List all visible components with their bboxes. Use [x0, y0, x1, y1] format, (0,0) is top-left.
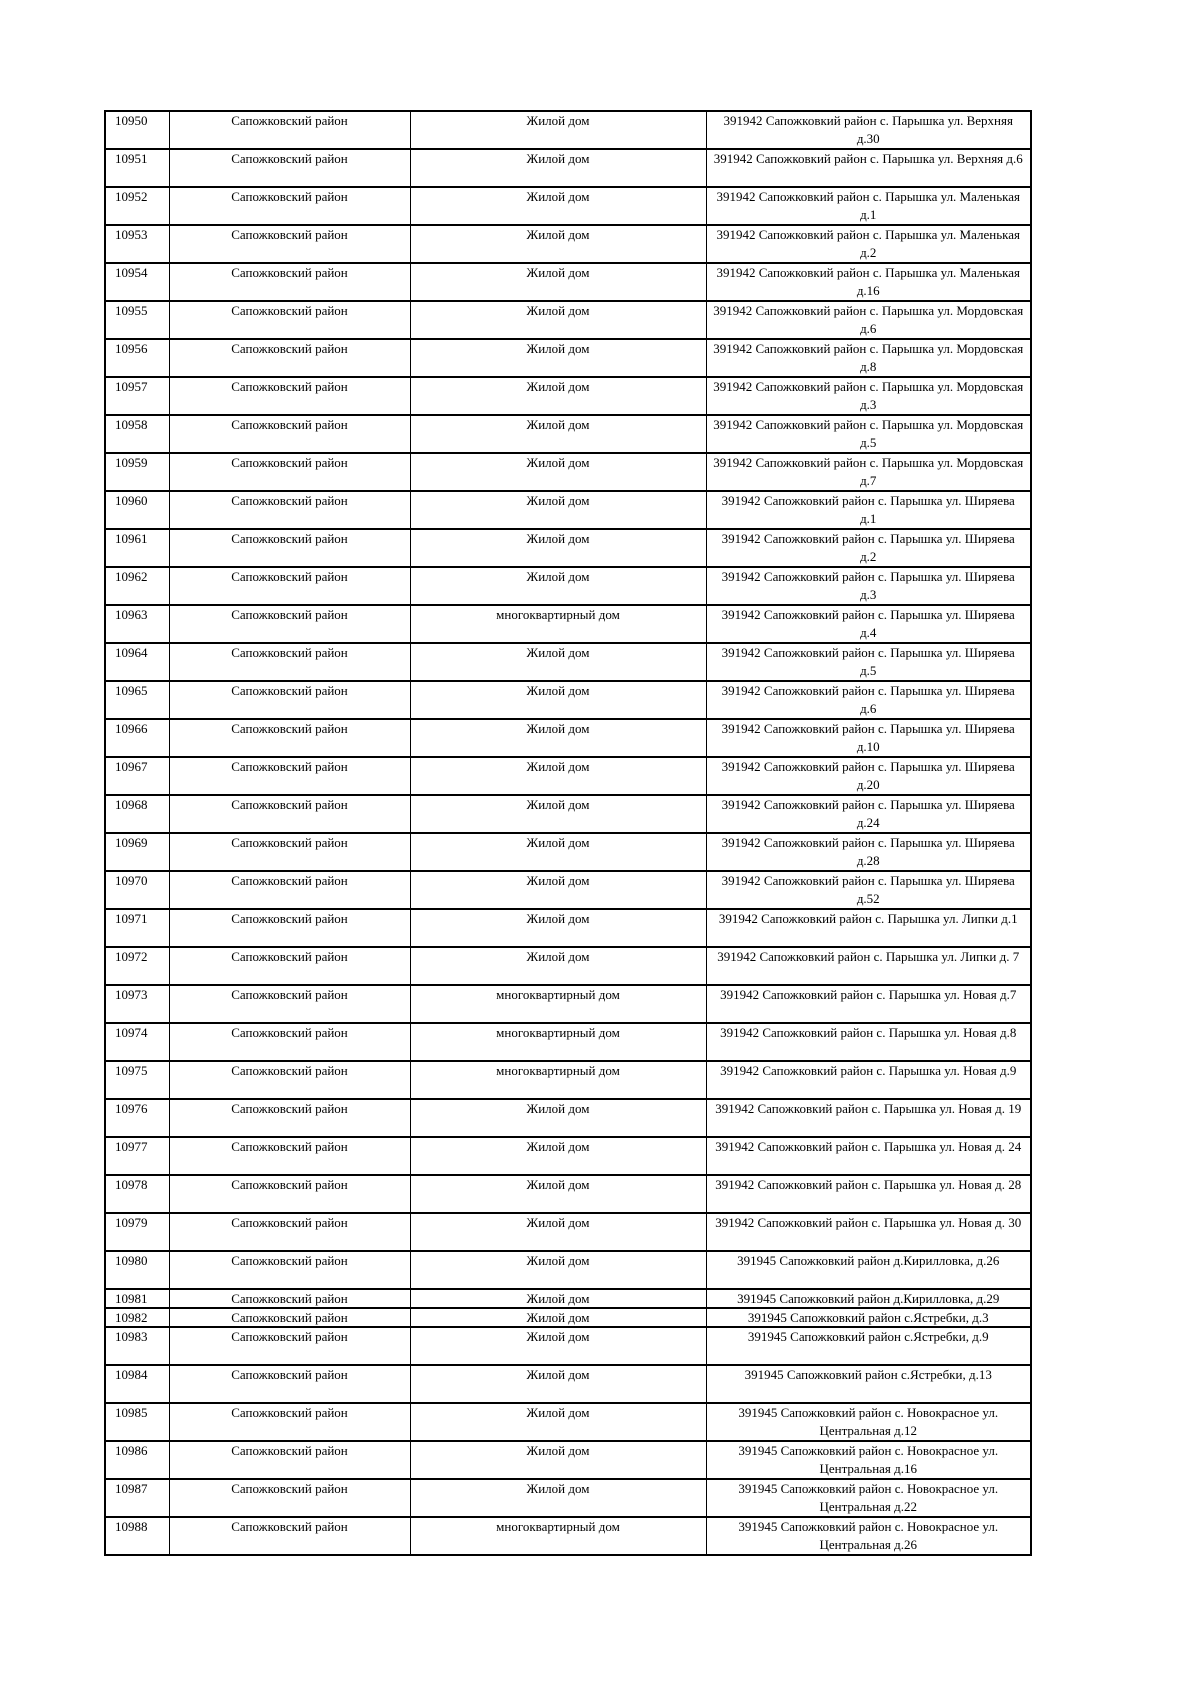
row-id-cell: 10951 — [105, 149, 169, 187]
address-cell: 391942 Сапожковкий район с. Парышка ул. Новая д. 19 — [706, 1099, 1031, 1137]
table-row — [105, 719, 1031, 757]
table-row — [105, 491, 1031, 529]
address-cell: 391945 Сапожковкий район с. Новокрасное ул. Центральная д.12 — [706, 1403, 1031, 1441]
building-type-cell: Жилой дом — [410, 1137, 706, 1175]
address-cell: 391942 Сапожковкий район с. Парышка ул. Новая д.9 — [706, 1061, 1031, 1099]
registry-table-container — [104, 110, 1030, 1556]
row-id-cell: 10979 — [105, 1213, 169, 1251]
table-row — [105, 643, 1031, 681]
row-id-cell: 10984 — [105, 1365, 169, 1403]
row-id-cell: 10966 — [105, 719, 169, 757]
row-id-cell: 10959 — [105, 453, 169, 491]
address-cell: 391942 Сапожковкий район с. Парышка ул. Новая д. 28 — [706, 1175, 1031, 1213]
district-cell: Сапожковский район — [169, 947, 410, 985]
row-id-cell: 10988 — [105, 1517, 169, 1555]
address-cell: 391942 Сапожковкий район с. Парышка ул. Ширяева д.28 — [706, 833, 1031, 871]
row-id-cell: 10962 — [105, 567, 169, 605]
address-cell: 391942 Сапожковкий район с. Парышка ул. Ширяева д.5 — [706, 643, 1031, 681]
table-row — [105, 1061, 1031, 1099]
building-type-cell: Жилой дом — [410, 415, 706, 453]
district-cell: Сапожковский район — [169, 871, 410, 909]
row-id-cell: 10971 — [105, 909, 169, 947]
district-cell: Сапожковский район — [169, 1441, 410, 1479]
row-id-cell: 10981 — [105, 1289, 169, 1308]
table-row — [105, 339, 1031, 377]
row-id-cell: 10964 — [105, 643, 169, 681]
district-cell: Сапожковский район — [169, 263, 410, 301]
table-row — [105, 871, 1031, 909]
table-row — [105, 225, 1031, 263]
district-cell: Сапожковский район — [169, 985, 410, 1023]
district-cell: Сапожковский район — [169, 377, 410, 415]
row-id-cell: 10978 — [105, 1175, 169, 1213]
district-cell: Сапожковский район — [169, 111, 410, 149]
district-cell: Сапожковский район — [169, 1403, 410, 1441]
district-cell: Сапожковский район — [169, 1023, 410, 1061]
building-type-cell: Жилой дом — [410, 1327, 706, 1365]
district-cell: Сапожковский район — [169, 1175, 410, 1213]
district-cell: Сапожковский район — [169, 1327, 410, 1365]
address-cell: 391945 Сапожковкий район с.Ястребки, д.13 — [706, 1365, 1031, 1403]
address-cell: 391942 Сапожковкий район с. Парышка ул. Мордовская д.6 — [706, 301, 1031, 339]
table-row — [105, 1403, 1031, 1441]
row-id-cell: 10955 — [105, 301, 169, 339]
district-cell: Сапожковский район — [169, 529, 410, 567]
address-cell: 391942 Сапожковкий район с. Парышка ул. Мордовская д.5 — [706, 415, 1031, 453]
address-cell: 391942 Сапожковкий район с. Парышка ул. Новая д.8 — [706, 1023, 1031, 1061]
building-type-cell: Жилой дом — [410, 719, 706, 757]
building-type-cell: многоквартирный дом — [410, 1023, 706, 1061]
district-cell: Сапожковский район — [169, 339, 410, 377]
building-type-cell: Жилой дом — [410, 377, 706, 415]
table-row — [105, 187, 1031, 225]
building-type-cell: Жилой дом — [410, 301, 706, 339]
building-type-cell: Жилой дом — [410, 1099, 706, 1137]
row-id-cell: 10983 — [105, 1327, 169, 1365]
table-row — [105, 757, 1031, 795]
table-row — [105, 1023, 1031, 1061]
address-cell: 391942 Сапожковкий район с. Парышка ул. Ширяева д.52 — [706, 871, 1031, 909]
row-id-cell: 10986 — [105, 1441, 169, 1479]
district-cell: Сапожковский район — [169, 301, 410, 339]
table-row — [105, 1289, 1031, 1308]
building-type-cell: Жилой дом — [410, 1175, 706, 1213]
table-row — [105, 263, 1031, 301]
table-row — [105, 1213, 1031, 1251]
row-id-cell: 10965 — [105, 681, 169, 719]
row-id-cell: 10980 — [105, 1251, 169, 1289]
table-row — [105, 1175, 1031, 1213]
table-row — [105, 1137, 1031, 1175]
address-cell: 391942 Сапожковкий район с. Парышка ул. Ширяева д.10 — [706, 719, 1031, 757]
address-cell: 391942 Сапожковкий район с. Парышка ул. Маленькая д.2 — [706, 225, 1031, 263]
building-type-cell: Жилой дом — [410, 833, 706, 871]
row-id-cell: 10961 — [105, 529, 169, 567]
table-row — [105, 1251, 1031, 1289]
row-id-cell: 10954 — [105, 263, 169, 301]
address-cell: 391942 Сапожковкий район с. Парышка ул. Мордовская д.8 — [706, 339, 1031, 377]
table-row — [105, 111, 1031, 149]
district-cell: Сапожковский район — [169, 757, 410, 795]
address-cell: 391942 Сапожковкий район с. Парышка ул. Липки д.1 — [706, 909, 1031, 947]
district-cell: Сапожковский район — [169, 225, 410, 263]
building-type-cell: многоквартирный дом — [410, 1061, 706, 1099]
building-type-cell: Жилой дом — [410, 643, 706, 681]
row-id-cell: 10956 — [105, 339, 169, 377]
building-type-cell: Жилой дом — [410, 909, 706, 947]
address-cell: 391942 Сапожковкий район с. Парышка ул. Мордовская д.7 — [706, 453, 1031, 491]
table-row — [105, 1441, 1031, 1479]
district-cell: Сапожковский район — [169, 491, 410, 529]
district-cell: Сапожковский район — [169, 795, 410, 833]
building-type-cell: многоквартирный дом — [410, 985, 706, 1023]
district-cell: Сапожковский район — [169, 909, 410, 947]
address-cell: 391942 Сапожковкий район с. Парышка ул. Ширяева д.4 — [706, 605, 1031, 643]
table-row — [105, 795, 1031, 833]
row-id-cell: 10969 — [105, 833, 169, 871]
table-row — [105, 453, 1031, 491]
row-id-cell: 10982 — [105, 1308, 169, 1327]
building-type-cell: многоквартирный дом — [410, 1517, 706, 1555]
table-row — [105, 415, 1031, 453]
building-type-cell: Жилой дом — [410, 1479, 706, 1517]
address-cell: 391942 Сапожковкий район с. Парышка ул. Ширяева д.20 — [706, 757, 1031, 795]
building-type-cell: Жилой дом — [410, 339, 706, 377]
row-id-cell: 10958 — [105, 415, 169, 453]
building-type-cell: Жилой дом — [410, 263, 706, 301]
address-cell: 391942 Сапожковкий район с. Парышка ул. Ширяева д.1 — [706, 491, 1031, 529]
district-cell: Сапожковский район — [169, 187, 410, 225]
row-id-cell: 10976 — [105, 1099, 169, 1137]
row-id-cell: 10960 — [105, 491, 169, 529]
district-cell: Сапожковский район — [169, 1213, 410, 1251]
district-cell: Сапожковский район — [169, 1137, 410, 1175]
building-type-cell: Жилой дом — [410, 491, 706, 529]
building-type-cell: Жилой дом — [410, 1213, 706, 1251]
district-cell: Сапожковский район — [169, 1289, 410, 1308]
address-cell: 391945 Сапожковкий район с. Новокрасное ул. Центральная д.22 — [706, 1479, 1031, 1517]
district-cell: Сапожковский район — [169, 719, 410, 757]
address-cell: 391942 Сапожковкий район с. Парышка ул. Ширяева д.2 — [706, 529, 1031, 567]
building-type-cell: Жилой дом — [410, 111, 706, 149]
row-id-cell: 10967 — [105, 757, 169, 795]
district-cell: Сапожковский район — [169, 605, 410, 643]
address-cell: 391942 Сапожковкий район с. Парышка ул. Маленькая д.16 — [706, 263, 1031, 301]
row-id-cell: 10972 — [105, 947, 169, 985]
row-id-cell: 10957 — [105, 377, 169, 415]
address-cell: 391945 Сапожковкий район с.Ястребки, д.9 — [706, 1327, 1031, 1365]
building-type-cell: Жилой дом — [410, 947, 706, 985]
district-cell: Сапожковский район — [169, 149, 410, 187]
building-type-cell: Жилой дом — [410, 1403, 706, 1441]
district-cell: Сапожковский район — [169, 1479, 410, 1517]
building-type-cell: Жилой дом — [410, 1289, 706, 1308]
building-type-cell: Жилой дом — [410, 871, 706, 909]
row-id-cell: 10970 — [105, 871, 169, 909]
table-row — [105, 947, 1031, 985]
row-id-cell: 10985 — [105, 1403, 169, 1441]
district-cell: Сапожковский район — [169, 1099, 410, 1137]
building-type-cell: Жилой дом — [410, 529, 706, 567]
table-row — [105, 149, 1031, 187]
building-type-cell: Жилой дом — [410, 757, 706, 795]
table-row — [105, 985, 1031, 1023]
district-cell: Сапожковский район — [169, 681, 410, 719]
building-type-cell: Жилой дом — [410, 1251, 706, 1289]
district-cell: Сапожковский район — [169, 833, 410, 871]
address-cell: 391942 Сапожковкий район с. Парышка ул. Верхняя д.6 — [706, 149, 1031, 187]
district-cell: Сапожковский район — [169, 415, 410, 453]
table-row — [105, 909, 1031, 947]
address-cell: 391942 Сапожковкий район с. Парышка ул. Новая д. 24 — [706, 1137, 1031, 1175]
address-cell: 391942 Сапожковкий район с. Парышка ул. Липки д. 7 — [706, 947, 1031, 985]
registry-table — [104, 110, 1032, 1556]
building-type-cell: Жилой дом — [410, 681, 706, 719]
address-cell: 391942 Сапожковкий район с. Парышка ул. Ширяева д.6 — [706, 681, 1031, 719]
district-cell: Сапожковский район — [169, 643, 410, 681]
address-cell: 391942 Сапожковкий район с. Парышка ул. Верхняя д.30 — [706, 111, 1031, 149]
address-cell: 391942 Сапожковкий район с. Парышка ул. Ширяева д.24 — [706, 795, 1031, 833]
row-id-cell: 10987 — [105, 1479, 169, 1517]
table-row — [105, 1327, 1031, 1365]
table-row — [105, 681, 1031, 719]
table-row — [105, 1517, 1031, 1555]
row-id-cell: 10975 — [105, 1061, 169, 1099]
district-cell: Сапожковский район — [169, 1365, 410, 1403]
district-cell: Сапожковский район — [169, 1517, 410, 1555]
address-cell: 391942 Сапожковкий район с. Парышка ул. Ширяева д.3 — [706, 567, 1031, 605]
building-type-cell: Жилой дом — [410, 453, 706, 491]
table-row — [105, 1308, 1031, 1327]
table-row — [105, 529, 1031, 567]
building-type-cell: Жилой дом — [410, 149, 706, 187]
district-cell: Сапожковский район — [169, 453, 410, 491]
table-row — [105, 833, 1031, 871]
address-cell: 391942 Сапожковкий район с. Парышка ул. Новая д. 30 — [706, 1213, 1031, 1251]
building-type-cell: Жилой дом — [410, 1365, 706, 1403]
row-id-cell: 10974 — [105, 1023, 169, 1061]
district-cell: Сапожковский район — [169, 1308, 410, 1327]
row-id-cell: 10953 — [105, 225, 169, 263]
building-type-cell: Жилой дом — [410, 1308, 706, 1327]
address-cell: 391945 Сапожковкий район д.Кирилловка, д.26 — [706, 1251, 1031, 1289]
row-id-cell: 10968 — [105, 795, 169, 833]
table-row — [105, 567, 1031, 605]
row-id-cell: 10952 — [105, 187, 169, 225]
table-row — [105, 1365, 1031, 1403]
district-cell: Сапожковский район — [169, 1251, 410, 1289]
table-row — [105, 1479, 1031, 1517]
address-cell: 391945 Сапожковкий район с.Ястребки, д.3 — [706, 1308, 1031, 1327]
row-id-cell: 10977 — [105, 1137, 169, 1175]
row-id-cell: 10963 — [105, 605, 169, 643]
district-cell: Сапожковский район — [169, 1061, 410, 1099]
table-row — [105, 301, 1031, 339]
table-row — [105, 377, 1031, 415]
address-cell: 391945 Сапожковкий район с. Новокрасное ул. Центральная д.26 — [706, 1517, 1031, 1555]
district-cell: Сапожковский район — [169, 567, 410, 605]
address-cell: 391942 Сапожковкий район с. Парышка ул. Мордовская д.3 — [706, 377, 1031, 415]
building-type-cell: Жилой дом — [410, 1441, 706, 1479]
row-id-cell: 10973 — [105, 985, 169, 1023]
building-type-cell: Жилой дом — [410, 567, 706, 605]
table-row — [105, 1099, 1031, 1137]
building-type-cell: Жилой дом — [410, 187, 706, 225]
building-type-cell: Жилой дом — [410, 795, 706, 833]
row-id-cell: 10950 — [105, 111, 169, 149]
registry-table-body — [105, 111, 1031, 1555]
building-type-cell: многоквартирный дом — [410, 605, 706, 643]
address-cell: 391945 Сапожковкий район д.Кирилловка, д.29 — [706, 1289, 1031, 1308]
building-type-cell: Жилой дом — [410, 225, 706, 263]
address-cell: 391945 Сапожковкий район с. Новокрасное ул. Центральная д.16 — [706, 1441, 1031, 1479]
address-cell: 391942 Сапожковкий район с. Парышка ул. Новая д.7 — [706, 985, 1031, 1023]
table-row — [105, 605, 1031, 643]
address-cell: 391942 Сапожковкий район с. Парышка ул. Маленькая д.1 — [706, 187, 1031, 225]
